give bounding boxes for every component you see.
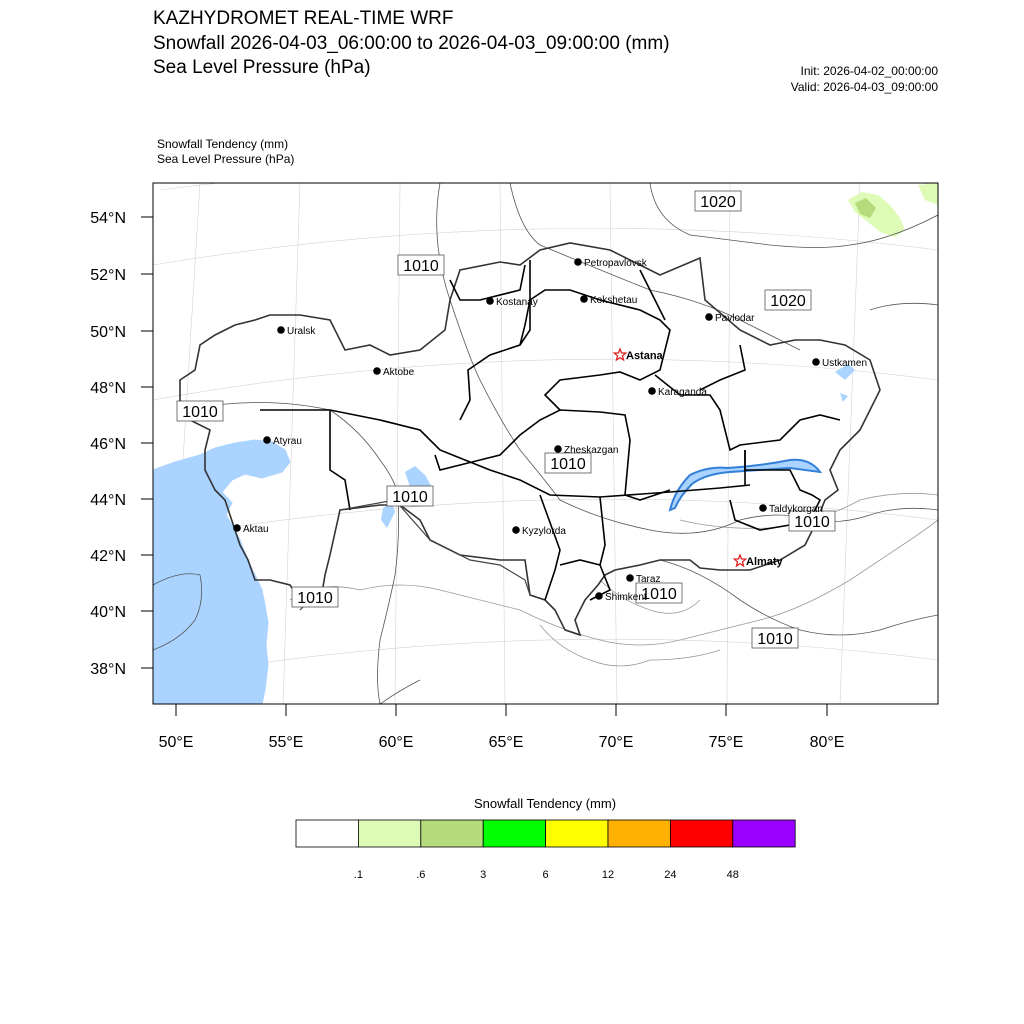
- colorbar-swatch: [546, 820, 608, 847]
- lat-label-44: 44°N: [90, 492, 126, 509]
- colorbar-tick-label: 6: [542, 869, 549, 881]
- colorbar-swatch: [296, 820, 358, 847]
- colorbar-swatch: [733, 820, 795, 847]
- city-label: Almaty: [746, 556, 783, 568]
- city-karaganda: [648, 387, 707, 398]
- city-dot-icon: [759, 504, 767, 512]
- lon-label-75: 75°E: [708, 734, 744, 751]
- city-label: Petropavlovsk: [584, 258, 647, 269]
- city-dot-icon: [277, 326, 285, 334]
- lon-label-70: 70°E: [598, 734, 634, 751]
- colorbar-swatch: [421, 820, 483, 847]
- colorbar-swatch: [670, 820, 732, 847]
- colorbar-swatch: [358, 820, 420, 847]
- svg-text:1010: 1010: [392, 489, 428, 506]
- colorbar-tick-label: .1: [353, 869, 363, 881]
- lon-ticks: [176, 704, 827, 716]
- city-label: Atyrau: [273, 436, 302, 447]
- city-label: Zheskazgan: [564, 445, 619, 456]
- init-time: Init: 2026-04-02_00:00:00: [800, 64, 938, 78]
- svg-text:1010: 1010: [641, 586, 677, 603]
- lat-label-54: 54°N: [90, 210, 126, 227]
- city-label: Taldykorgan: [769, 504, 823, 515]
- city-dot-icon: [512, 526, 520, 534]
- city-dot-icon: [554, 445, 562, 453]
- svg-text:1010: 1010: [550, 456, 586, 473]
- svg-text:1010: 1010: [794, 514, 830, 531]
- city-dot-icon: [705, 313, 713, 321]
- city-taldykorgan: [759, 504, 823, 515]
- map-title: KAZHYDROMET REAL-TIME WRF: [153, 8, 454, 29]
- svg-text:1010: 1010: [182, 404, 218, 421]
- colorbar-tick-label: 48: [726, 869, 739, 881]
- isobar-label: [765, 290, 811, 310]
- city-label: Kyzylorda: [522, 526, 566, 537]
- city-label: Uralsk: [287, 326, 316, 337]
- city-label: Kokshetau: [590, 295, 638, 306]
- lat-label-40: 40°N: [90, 604, 126, 621]
- isobar-label: [292, 587, 338, 607]
- lon-label-50: 50°E: [158, 734, 194, 751]
- city-zheskazgan: [554, 445, 618, 456]
- colorbar-tick-label: .6: [416, 869, 426, 881]
- city-dot-icon: [648, 387, 656, 395]
- field-label-slp: Sea Level Pressure (hPa): [157, 152, 295, 166]
- isobar-label: [695, 191, 741, 211]
- city-dot-icon: [373, 367, 381, 375]
- isobar-label: [398, 255, 444, 275]
- city-label: Pavlodar: [715, 313, 755, 324]
- city-dot-icon: [574, 258, 582, 266]
- slp-title: Sea Level Pressure (hPa): [153, 57, 371, 78]
- lat-label-42: 42°N: [90, 548, 126, 565]
- lon-label-80: 80°E: [809, 734, 845, 751]
- city-dot-icon: [486, 297, 494, 305]
- snowfall-period-title: Snowfall 2026-04-03_06:00:00 to 2026-04-03_09:00:00 (mm): [153, 33, 670, 54]
- lon-label-60: 60°E: [378, 734, 414, 751]
- svg-text:1010: 1010: [403, 258, 439, 275]
- isobar-label: [545, 453, 591, 473]
- isobar-label: [387, 486, 433, 506]
- svg-text:1010: 1010: [297, 590, 333, 607]
- lon-label-55: 55°E: [268, 734, 304, 751]
- isobar-label: [752, 628, 798, 648]
- city-label: Aktau: [243, 524, 269, 535]
- colorbar-swatch: [483, 820, 545, 847]
- city-label: Ustkamen: [822, 358, 868, 369]
- city-dot-icon: [233, 524, 241, 532]
- city-label: Taraz: [636, 574, 661, 585]
- lat-ticks: [141, 217, 153, 668]
- svg-text:1010: 1010: [757, 631, 793, 648]
- colorbar-swatch: [608, 820, 670, 847]
- lat-label-48: 48°N: [90, 380, 126, 397]
- colorbar: [296, 820, 795, 881]
- city-label: Shimkent: [605, 592, 647, 603]
- city-label: Kostanay: [496, 297, 538, 308]
- city-dot-icon: [626, 574, 634, 582]
- colorbar-title: Snowfall Tendency (mm): [473, 796, 617, 811]
- city-dot-icon: [263, 436, 271, 444]
- colorbar-tick-label: 12: [601, 869, 615, 881]
- lat-label-46: 46°N: [90, 436, 126, 453]
- valid-time: Valid: 2026-04-03_09:00:00: [790, 80, 938, 94]
- isobar-label: [177, 401, 223, 421]
- svg-text:1020: 1020: [700, 194, 736, 211]
- lat-label-50: 50°N: [90, 324, 126, 341]
- lat-label-38: 38°N: [90, 661, 126, 678]
- city-label: Aktobe: [383, 367, 415, 378]
- svg-text:1020: 1020: [770, 293, 806, 310]
- city-label: Astana: [626, 350, 663, 362]
- city-petropavlovsk: [574, 258, 648, 269]
- lon-label-65: 65°E: [488, 734, 524, 751]
- lat-label-52: 52°N: [90, 267, 126, 284]
- city-dot-icon: [812, 358, 820, 366]
- field-label-snowfall: Snowfall Tendency (mm): [157, 137, 289, 151]
- colorbar-tick-label: 24: [664, 869, 677, 881]
- city-label: Karaganda: [658, 387, 707, 398]
- city-dot-icon: [580, 295, 588, 303]
- colorbar-tick-label: 3: [480, 869, 487, 881]
- city-dot-icon: [595, 592, 603, 600]
